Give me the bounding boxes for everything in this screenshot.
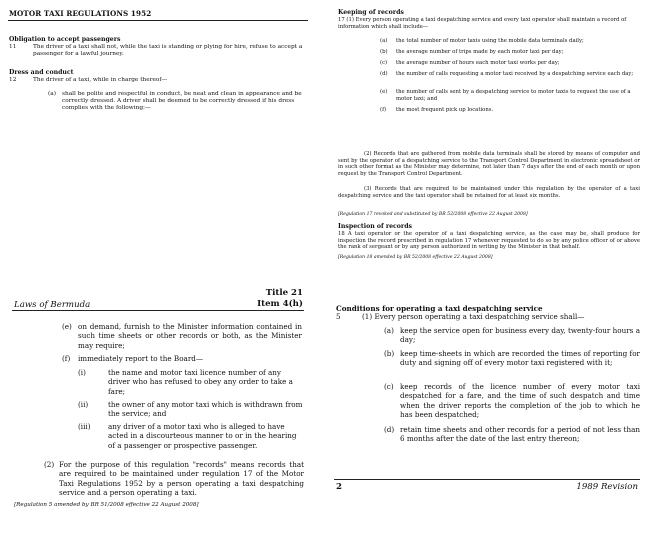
section-heading-keeping: Keeping of records bbox=[338, 9, 404, 16]
page-bottom-left bbox=[0, 270, 316, 535]
paragraph-label: (f) bbox=[62, 354, 71, 363]
record-item bbox=[380, 60, 638, 67]
sub-item bbox=[78, 422, 304, 450]
regulation-17-para-3: (3) Records that are required to be maintained under this regulation by the operator of a taxi despatching service and the taxi operator shall be retained for at least six months. bbox=[338, 186, 640, 199]
condition-text: keep the service open for business every day, twenty-four hours a day; bbox=[400, 326, 640, 345]
item-text: the most frequent pick up locations. bbox=[396, 107, 494, 113]
condition-label: (a) bbox=[384, 326, 394, 335]
page-top-left bbox=[0, 0, 316, 262]
regulation-17-intro: 17 (1) Every person operating a taxi despatching service and every taxi operator shall maintain a record of information which shall include— bbox=[338, 17, 627, 30]
sub-item-text: the name and motor taxi licence number of any driver who has refused to obey any order to take a fare; bbox=[108, 368, 293, 396]
regulation-number: 12 bbox=[9, 77, 17, 83]
regulation-12-para-a bbox=[48, 91, 304, 113]
page-top-right bbox=[330, 0, 648, 262]
item-text: the average number of hours each motor taxi works per day; bbox=[396, 60, 560, 66]
regulation-12 bbox=[9, 77, 305, 84]
item-text: the number of calls sent by a despatching service to motor taxis to request the use of a motor taxi; and bbox=[396, 89, 631, 102]
record-item bbox=[380, 49, 638, 56]
amendment-note-18: [Regulation 18 amended by BR 52/2008 effective 22 August 2008] bbox=[338, 255, 493, 260]
amendment-note-17: [Regulation 17 revoked and substituted by BR 52/2008 effective 22 August 2008] bbox=[338, 212, 528, 217]
paragraph-label: (a) bbox=[48, 91, 56, 97]
condition-item bbox=[384, 382, 640, 419]
regulation-5-intro bbox=[336, 312, 636, 321]
item-label: (c) bbox=[380, 60, 388, 66]
regulation-18-text: 18 A taxi operator or the operator of a taxi despatching service, as the case may be, shall produce for inspection the record prescribed in regulation 17 whenever requested to do so by any police officer of or above the rank of sergeant or by any person authorized in writing by the Minister in that behalf. bbox=[338, 231, 640, 251]
footer-rule bbox=[334, 479, 640, 480]
item-text: the average number of trips made by each motor taxi per day; bbox=[396, 49, 564, 55]
item-text: the number of calls requesting a motor taxi received by a despatching service each day; bbox=[396, 71, 634, 77]
header-rule bbox=[8, 20, 308, 21]
condition-item bbox=[384, 326, 640, 345]
sub-item-text: any driver of a motor taxi who is alleged to have acted in a discourteous manner to or in the hearing of a passenger or prospective passenger. bbox=[108, 422, 297, 450]
running-header-title: MOTOR TAXI REGULATIONS 1952 bbox=[9, 9, 152, 18]
item-text: the total number of motor taxis using the mobile data terminals daily; bbox=[396, 38, 584, 44]
amendment-note-5: [Regulation 5 amended by BR 51/2008 effective 22 August 2008] bbox=[14, 502, 199, 508]
paragraph-2 bbox=[44, 460, 304, 497]
sub-item-label: (ii) bbox=[78, 400, 89, 409]
record-item bbox=[380, 89, 638, 102]
condition-item bbox=[384, 425, 640, 444]
section-heading-inspection: Inspection of records bbox=[338, 223, 412, 230]
sub-item-label: (iii) bbox=[78, 422, 91, 431]
record-item bbox=[380, 71, 638, 78]
regulation-number: 11 bbox=[9, 44, 17, 50]
paragraph-label: (e) bbox=[62, 322, 72, 331]
record-item bbox=[380, 38, 638, 45]
paragraph-label: (2) bbox=[44, 460, 55, 469]
regulation-text: The driver of a taxi, while in charge thereof— bbox=[33, 77, 168, 83]
condition-label: (b) bbox=[384, 349, 395, 358]
sub-item bbox=[78, 400, 304, 419]
title-number: Title 21 bbox=[265, 288, 303, 298]
page-number: 2 bbox=[336, 482, 342, 492]
header-rule bbox=[12, 310, 304, 311]
paragraph-text: For the purpose of this regulation "records" means records that are required to be maintained under regulation 17 of the Motor Taxi Regulations 1952 by a person operating a taxi despatching service and a person operating a taxi. bbox=[59, 460, 304, 497]
condition-item bbox=[384, 349, 640, 368]
section-heading-conditions: Conditions for operating a taxi despatching service bbox=[336, 304, 543, 313]
paragraph-e bbox=[62, 322, 302, 350]
item-label: (e) bbox=[380, 89, 388, 95]
sub-item-text: the owner of any motor taxi which is withdrawn from the service; and bbox=[108, 400, 303, 419]
condition-text: keep time-sheets in which are recorded the times of reporting for duty and signing off of every motor taxi registered with it; bbox=[400, 349, 640, 368]
section-heading-obligation: Obligation to accept passengers bbox=[9, 36, 121, 43]
regulation-11 bbox=[9, 44, 305, 58]
paragraph-text: shall be polite and respectful in conduct, be neat and clean in appearance and be correctly dressed. A driver shall be deemed to be correctly dressed if his dress complies with the following:— bbox=[62, 91, 302, 112]
regulation-text: (1) Every person operating a taxi despatching service shall— bbox=[362, 312, 585, 321]
laws-of-bermuda: Laws of Bermuda bbox=[14, 300, 91, 310]
item-label: (b) bbox=[380, 49, 388, 55]
regulation-number: 5 bbox=[336, 312, 341, 321]
item-label: (a) bbox=[380, 38, 388, 44]
revision-label: 1989 Revision bbox=[576, 482, 638, 492]
page-bottom-right bbox=[330, 270, 648, 535]
record-item bbox=[380, 107, 638, 114]
sub-item bbox=[78, 368, 304, 396]
condition-label: (c) bbox=[384, 382, 394, 391]
sub-item-label: (i) bbox=[78, 368, 86, 377]
item-label: (f) bbox=[380, 107, 387, 113]
item-label: (d) bbox=[380, 71, 388, 77]
regulation-17-para-2: (2) Records that are gathered from mobile data terminals shall be stored by means of computer and sent by the operator of a despatching service to the Transport Control Department in electronic spreadsheet or in such other format as the Minister may determine, not later than 7 days after the end of each month or upon request by the Transport Control Department. bbox=[338, 151, 640, 177]
item-number: Item 4(h) bbox=[257, 299, 303, 309]
condition-label: (d) bbox=[384, 425, 395, 434]
paragraph-text: on demand, furnish to the Minister information contained in such time sheets or other records or both, as the Minister may require; bbox=[78, 322, 302, 350]
paragraph-text: immediately report to the Board— bbox=[78, 354, 204, 363]
condition-text: retain time sheets and other records for a period of not less than 6 months after the date of the last entry thereon; bbox=[400, 425, 640, 444]
section-heading-dress: Dress and conduct bbox=[9, 69, 74, 76]
paragraph-f bbox=[62, 354, 302, 363]
regulation-text: The driver of a taxi shall not, while the taxi is standing or plying for hire, refuse to accept a passenger for a lawful journey. bbox=[33, 44, 303, 58]
condition-text: keep records of the licence number of every motor taxi despatched for a fare, and the time of such despatch and time when the driver reports the completion of the job to which he has been despatched; bbox=[400, 382, 640, 419]
